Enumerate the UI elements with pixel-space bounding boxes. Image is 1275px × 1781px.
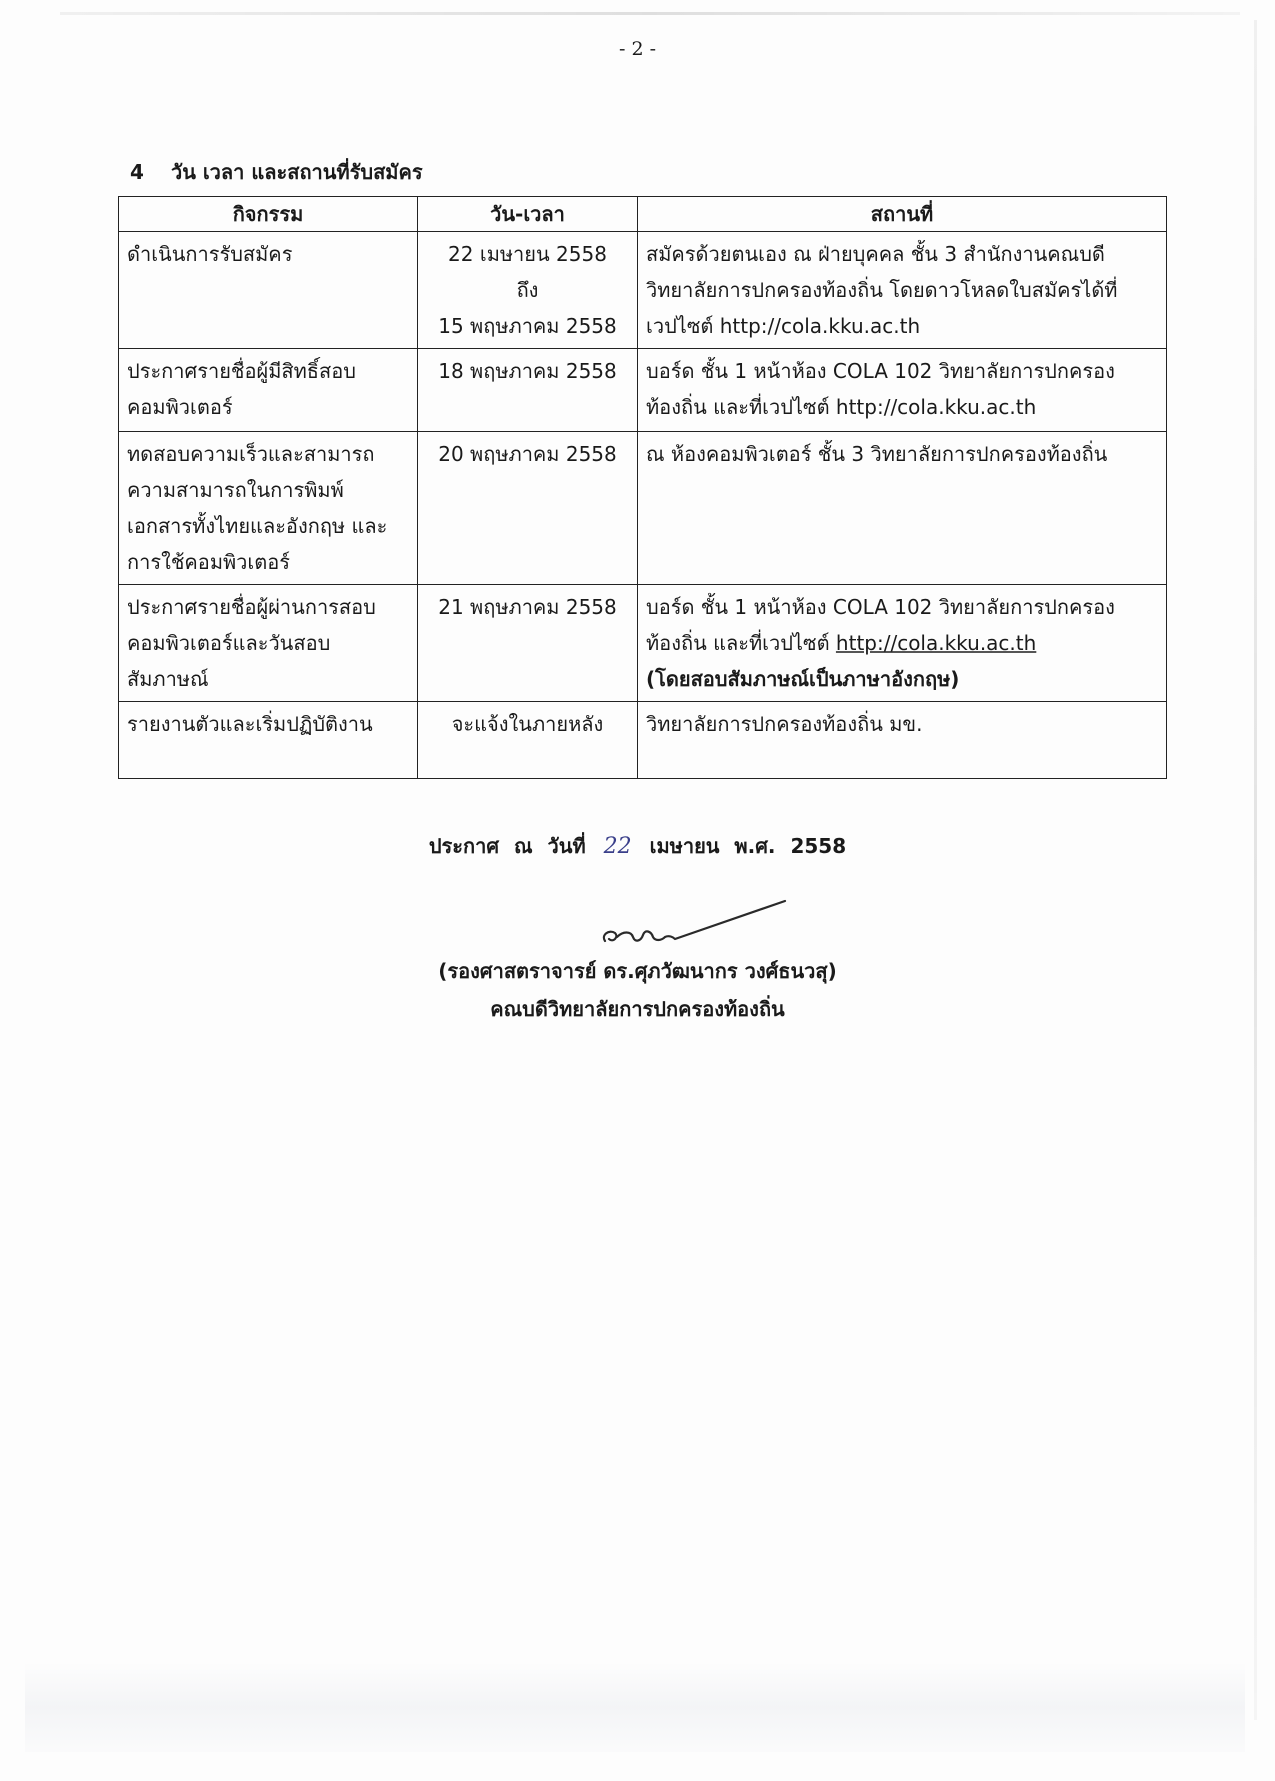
cell-place	[638, 349, 1167, 432]
table-header-row	[119, 197, 1167, 232]
scan-edge-top	[60, 12, 1240, 15]
announcement-prefix: ประกาศ ณ วันที่	[428, 834, 586, 858]
table-row	[119, 702, 1167, 779]
cell-date	[418, 432, 638, 585]
table-row	[119, 432, 1167, 585]
cell-line: ทดสอบความเร็วและสามารถ	[127, 442, 375, 466]
cell-line: บอร์ด ชั้น 1 หน้าห้อง COLA 102 วิทยาลัยการปกครอง	[646, 359, 1115, 383]
cell-text: ท้องถิ่น และที่เวปไซต์	[646, 631, 836, 655]
table-row	[119, 585, 1167, 702]
header-place: สถานที่	[638, 197, 1167, 232]
cell-line: คอมพิวเตอร์	[127, 395, 233, 419]
cell-place	[638, 702, 1167, 779]
signer-name: (รองศาสตราจารย์ ดร.ศุภวัฒนากร วงศ์ธนวสุ)	[438, 959, 837, 983]
cell-line: ณ ห้องคอมพิวเตอร์ ชั้น 3 วิทยาลัยการปกครองท้องถิ่น	[646, 442, 1108, 466]
schedule-table	[118, 196, 1167, 779]
cell-place	[638, 232, 1167, 349]
cell-line: (โดยสอบสัมภาษณ์เป็นภาษาอังกฤษ)	[646, 667, 960, 691]
cell-line: ดำเนินการรับสมัคร	[127, 242, 293, 266]
announcement-suffix: เมษายน พ.ศ. 2558	[649, 834, 847, 858]
cell-line: 15 พฤษภาคม 2558	[438, 314, 617, 338]
cell-line: วิทยาลัยการปกครองท้องถิ่น มข.	[646, 712, 923, 736]
cell-line: ประกาศรายชื่อผู้มีสิทธิ์สอบ	[127, 359, 356, 383]
section-number: 4	[130, 160, 144, 184]
cell-line: ประกาศรายชื่อผู้ผ่านการสอบ	[127, 595, 376, 619]
cell-activity	[119, 349, 418, 432]
header-activity: กิจกรรม	[119, 197, 418, 232]
cell-line: การใช้คอมพิวเตอร์	[127, 550, 290, 574]
cell-line: 21 พฤษภาคม 2558	[438, 595, 617, 619]
cell-line: คอมพิวเตอร์และวันสอบ	[127, 631, 331, 655]
page-number: - 2 -	[618, 38, 656, 60]
table-row	[119, 349, 1167, 432]
cell-date	[418, 702, 638, 779]
scan-artifact-bottom	[25, 1662, 1245, 1752]
cell-date	[418, 232, 638, 349]
cell-line: 18 พฤษภาคม 2558	[438, 359, 617, 383]
cell-line: 22 เมษายน 2558	[448, 242, 607, 266]
scan-edge-right	[1254, 20, 1257, 1720]
cell-activity	[119, 432, 418, 585]
cell-place	[638, 585, 1167, 702]
signer-title: คณบดีวิทยาลัยการปกครองท้องถิ่น	[490, 997, 785, 1021]
cell-line: สมัครด้วยตนเอง ณ ฝ่ายบุคคล ชั้น 3 สำนักงานคณบดี	[646, 242, 1105, 266]
cell-line: รายงานตัวและเริ่มปฏิบัติงาน	[127, 712, 373, 736]
handwritten-day: 22	[603, 834, 632, 859]
cell-line: สัมภาษณ์	[127, 667, 209, 691]
cell-line: เอกสารทั้งไทยและอังกฤษ และ	[127, 514, 388, 538]
website-link[interactable]: http://cola.kku.ac.th	[835, 631, 1037, 655]
section-heading	[130, 156, 423, 188]
cell-line: ถึง	[516, 278, 539, 302]
cell-date	[418, 349, 638, 432]
cell-line: ท้องถิ่น และที่เวปไซต์ http://cola.kku.ac.th	[646, 395, 1037, 419]
cell-date	[418, 585, 638, 702]
cell-line: วิทยาลัยการปกครองท้องถิ่น โดยดาวโหลดใบสมัครได้ที่	[646, 278, 1118, 302]
cell-activity	[119, 702, 418, 779]
cell-line: 20 พฤษภาคม 2558	[438, 442, 617, 466]
announcement-line	[0, 830, 1275, 862]
table-row	[119, 232, 1167, 349]
cell-line: บอร์ด ชั้น 1 หน้าห้อง COLA 102 วิทยาลัยการปกครอง	[646, 595, 1115, 619]
cell-activity	[119, 232, 418, 349]
cell-activity	[119, 585, 418, 702]
cell-place	[638, 432, 1167, 585]
header-date: วัน-เวลา	[418, 197, 638, 232]
section-title: วัน เวลา และสถานที่รับสมัคร	[170, 160, 423, 184]
cell-line: เวปไซต์ http://cola.kku.ac.th	[646, 314, 921, 338]
cell-line: จะแจ้งในภายหลัง	[451, 712, 604, 736]
cell-line	[646, 625, 1158, 661]
cell-line: ความสามารถในการพิมพ์	[127, 478, 344, 502]
